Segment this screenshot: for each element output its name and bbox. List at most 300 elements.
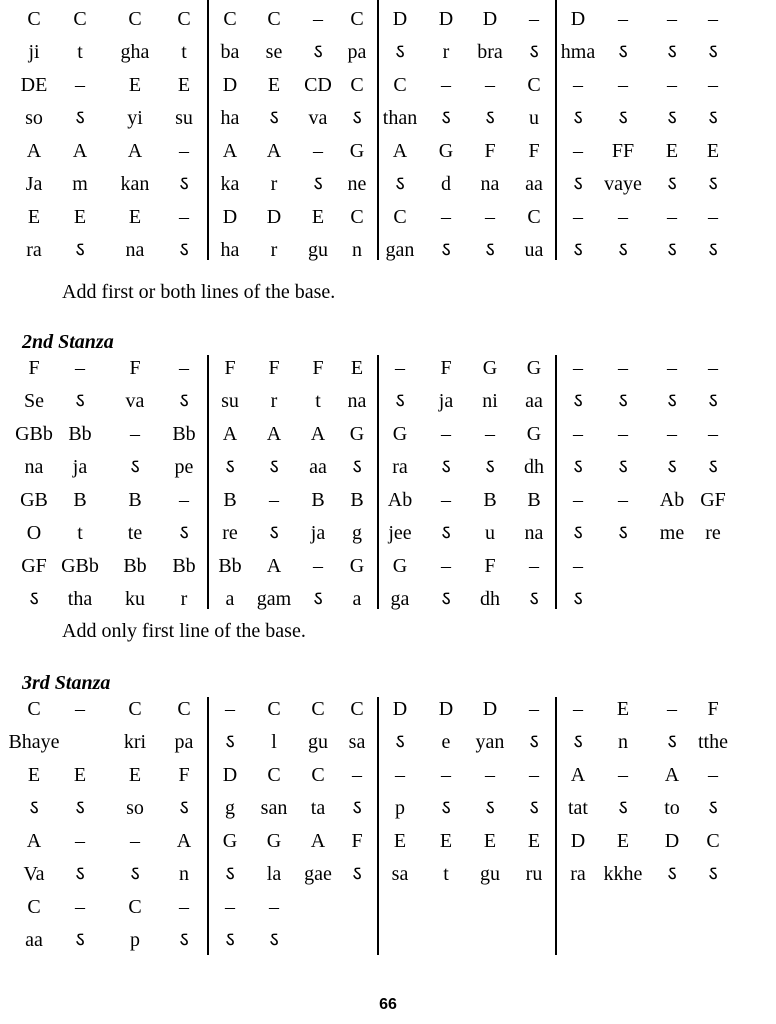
notation-cell: E: [527, 830, 541, 852]
notation-cell: ऽ: [618, 456, 628, 478]
section3-row: [0, 891, 776, 924]
notation-cell: D: [438, 698, 454, 720]
notation-cell: bra: [477, 41, 503, 63]
notation-cell: ha: [220, 107, 240, 129]
notation-cell: –: [75, 896, 85, 918]
notation-cell: [424, 924, 468, 957]
notation-cell: E: [706, 140, 720, 162]
notation-cell: ऽ: [573, 239, 583, 261]
notation-cell: ऽ: [441, 522, 451, 544]
section3-heading: 3rd Stanza: [22, 672, 111, 694]
notation-cell: gu: [308, 239, 328, 261]
section2-row: [0, 484, 776, 517]
notation-cell: kkhe: [603, 863, 643, 885]
notation-cell: e: [441, 731, 451, 753]
notation-cell: ऽ: [29, 588, 39, 610]
notation-cell: ra: [570, 863, 586, 885]
notation-cell: C: [527, 206, 541, 228]
notation-cell: na: [480, 173, 500, 195]
notation-cell: C: [311, 698, 325, 720]
notation-cell: C: [128, 896, 142, 918]
notation-cell: ऽ: [573, 390, 583, 412]
notation-cell: [512, 891, 556, 924]
notation-cell: [650, 583, 694, 616]
notation-cell: B: [311, 489, 325, 511]
notation-cell: Bb: [172, 555, 196, 577]
notation-cell: FF: [611, 140, 635, 162]
notation-cell: Va: [23, 863, 45, 885]
section3-row: [0, 693, 776, 726]
notation-cell: D: [222, 764, 238, 786]
notation-cell: hma: [560, 41, 596, 63]
notation-cell: ऽ: [708, 456, 718, 478]
section3-row: [0, 825, 776, 858]
notation-cell: ga: [390, 588, 410, 610]
notation-cell: C: [393, 206, 407, 228]
notation-cell: –: [225, 698, 235, 720]
notation-cell: than: [382, 107, 418, 129]
notation-cell: –: [529, 8, 539, 30]
notation-cell: –: [441, 74, 451, 96]
notation-cell: Bb: [218, 555, 242, 577]
notation-cell: E: [350, 357, 364, 379]
notation-cell: re: [705, 522, 721, 544]
section1-row: [0, 135, 776, 168]
notation-cell: C: [527, 74, 541, 96]
notation-cell: E: [616, 830, 630, 852]
notation-cell: ऽ: [225, 456, 235, 478]
notation-cell: Bb: [68, 423, 92, 445]
notation-cell: ja: [72, 456, 88, 478]
section3-row: [0, 759, 776, 792]
notation-cell: va: [308, 107, 328, 129]
notation-cell: C: [223, 8, 237, 30]
notation-cell: F: [268, 357, 280, 379]
notation-cell: [650, 550, 694, 583]
notation-cell: Bb: [123, 555, 147, 577]
notation-cell: su: [221, 390, 239, 412]
notation-cell: se: [265, 41, 283, 63]
notation-cell: A: [222, 140, 238, 162]
notation-cell: –: [618, 74, 628, 96]
notation-cell: ऽ: [573, 588, 583, 610]
notation-cell: ऽ: [529, 588, 539, 610]
notation-cell: [601, 550, 645, 583]
notation-cell: ba: [220, 41, 240, 63]
notation-cell: n: [352, 239, 362, 261]
notation-cell: B: [223, 489, 237, 511]
notation-cell: E: [616, 698, 630, 720]
notation-cell: gan: [385, 239, 415, 261]
notation-cell: B: [483, 489, 497, 511]
notation-cell: F: [224, 357, 236, 379]
notation-cell: G: [349, 140, 365, 162]
notation-cell: F: [28, 357, 40, 379]
notation-cell: –: [179, 357, 189, 379]
notation-cell: [691, 924, 735, 957]
notation-cell: n: [179, 863, 189, 885]
notation-cell: ऽ: [130, 863, 140, 885]
notation-cell: gu: [308, 731, 328, 753]
notation-cell: –: [75, 357, 85, 379]
notation-cell: C: [350, 8, 364, 30]
notation-cell: ऽ: [395, 173, 405, 195]
notation-cell: a: [352, 588, 362, 610]
notation-cell: ji: [28, 41, 40, 63]
notation-cell: ऽ: [352, 456, 362, 478]
notation-cell: F: [707, 698, 719, 720]
section2-row: [0, 550, 776, 583]
notation-cell: ऽ: [29, 797, 39, 819]
notation-cell: ऽ: [179, 173, 189, 195]
notation-cell: –: [441, 206, 451, 228]
notation-cell: –: [313, 8, 323, 30]
notation-cell: –: [485, 74, 495, 96]
notation-cell: –: [441, 764, 451, 786]
notation-cell: [58, 726, 102, 759]
notation-cell: A: [310, 423, 326, 445]
notation-cell: A: [392, 140, 408, 162]
notation-cell: a: [225, 588, 235, 610]
notation-cell: tat: [568, 797, 588, 819]
notation-cell: [650, 891, 694, 924]
notation-cell: d: [441, 173, 451, 195]
notation-cell: ऽ: [667, 173, 677, 195]
notation-cell: –: [529, 764, 539, 786]
notation-cell: –: [618, 8, 628, 30]
notation-cell: O: [26, 522, 42, 544]
notation-cell: –: [179, 896, 189, 918]
notation-cell: ऽ: [485, 107, 495, 129]
notation-cell: C: [27, 8, 41, 30]
notation-cell: ऽ: [485, 456, 495, 478]
notation-cell: ऽ: [269, 456, 279, 478]
notation-cell: CD: [304, 74, 332, 96]
notation-cell: ऽ: [352, 107, 362, 129]
notation-cell: ऽ: [352, 863, 362, 885]
section1-row: [0, 69, 776, 102]
notation-cell: F: [312, 357, 324, 379]
notation-cell: A: [266, 555, 282, 577]
notation-cell: –: [573, 206, 583, 228]
notation-cell: D: [570, 830, 586, 852]
notation-cell: ऽ: [529, 731, 539, 753]
notation-cell: –: [708, 74, 718, 96]
notation-cell: A: [222, 423, 238, 445]
notation-cell: D: [664, 830, 680, 852]
notation-cell: r: [270, 390, 278, 412]
notation-cell: C: [128, 8, 142, 30]
notation-cell: G: [266, 830, 282, 852]
notation-cell: r: [442, 41, 450, 63]
notation-cell: F: [129, 357, 141, 379]
notation-cell: ऽ: [441, 456, 451, 478]
notation-cell: p: [395, 797, 405, 819]
notation-cell: C: [73, 8, 87, 30]
notation-cell: g: [352, 522, 362, 544]
notation-cell: [424, 891, 468, 924]
notation-cell: kri: [123, 731, 147, 753]
notation-cell: G: [482, 357, 498, 379]
notation-cell: ऽ: [441, 588, 451, 610]
notation-cell: [468, 924, 512, 957]
notation-cell: ऽ: [75, 107, 85, 129]
notation-cell: C: [128, 698, 142, 720]
notation-cell: ku: [125, 588, 145, 610]
notation-cell: sa: [391, 863, 409, 885]
notation-cell: ja: [310, 522, 326, 544]
notation-cell: –: [179, 489, 189, 511]
notation-cell: ऽ: [485, 797, 495, 819]
notation-cell: F: [178, 764, 190, 786]
notation-cell: D: [438, 8, 454, 30]
notation-cell: –: [179, 140, 189, 162]
notation-cell: D: [222, 74, 238, 96]
notation-cell: C: [267, 764, 281, 786]
notation-cell: ऽ: [395, 731, 405, 753]
notation-cell: ऽ: [573, 107, 583, 129]
notation-cell: ऽ: [618, 41, 628, 63]
notation-cell: l: [271, 731, 277, 753]
notation-cell: [556, 924, 600, 957]
notation-cell: B: [73, 489, 87, 511]
notation-cell: pa: [174, 731, 194, 753]
section1-row: [0, 36, 776, 69]
notation-cell: ऽ: [313, 588, 323, 610]
notation-cell: [601, 583, 645, 616]
notation-cell: ऽ: [708, 797, 718, 819]
section3-row: [0, 924, 776, 957]
notation-cell: –: [667, 423, 677, 445]
notation-cell: gu: [480, 863, 500, 885]
notation-cell: C: [706, 830, 720, 852]
notation-cell: ऽ: [708, 107, 718, 129]
notation-cell: u: [529, 107, 539, 129]
notation-cell: ऽ: [708, 863, 718, 885]
notation-cell: –: [618, 423, 628, 445]
notation-cell: E: [177, 74, 191, 96]
notation-cell: [691, 550, 735, 583]
notation-cell: –: [75, 698, 85, 720]
notation-cell: ऽ: [225, 863, 235, 885]
notation-cell: ऽ: [667, 239, 677, 261]
notation-cell: [296, 924, 340, 957]
notation-cell: ऽ: [179, 797, 189, 819]
notation-cell: GF: [700, 489, 726, 511]
notation-cell: re: [222, 522, 238, 544]
notation-cell: –: [441, 489, 451, 511]
notation-cell: r: [270, 173, 278, 195]
notation-cell: E: [128, 74, 142, 96]
notation-cell: te: [127, 522, 143, 544]
notation-cell: A: [266, 140, 282, 162]
notation-cell: C: [177, 698, 191, 720]
notation-cell: ra: [26, 239, 42, 261]
notation-cell: tthe: [698, 731, 728, 753]
notation-cell: m: [72, 173, 88, 195]
notation-cell: –: [485, 423, 495, 445]
notation-cell: –: [708, 206, 718, 228]
notation-cell: [691, 891, 735, 924]
notation-cell: –: [708, 423, 718, 445]
notation-cell: r: [180, 588, 188, 610]
notation-cell: –: [573, 698, 583, 720]
notation-cell: ऽ: [179, 239, 189, 261]
notation-cell: ऽ: [708, 390, 718, 412]
section3-row: [0, 792, 776, 825]
notation-cell: kan: [120, 173, 150, 195]
notation-cell: [512, 924, 556, 957]
section2-heading: 2nd Stanza: [22, 331, 114, 353]
notation-cell: t: [77, 41, 83, 63]
section2-row: [0, 583, 776, 616]
notation-cell: ऽ: [225, 929, 235, 951]
notation-cell: –: [708, 8, 718, 30]
notation-cell: ऽ: [441, 797, 451, 819]
notation-cell: GB: [20, 489, 48, 511]
notation-cell: –: [485, 764, 495, 786]
notation-cell: ऽ: [618, 239, 628, 261]
notation-cell: E: [483, 830, 497, 852]
notation-cell: C: [267, 698, 281, 720]
notation-cell: ऽ: [667, 107, 677, 129]
notation-cell: D: [222, 206, 238, 228]
notation-cell: E: [73, 206, 87, 228]
section2-row: [0, 418, 776, 451]
notation-cell: na: [24, 456, 44, 478]
notation-cell: –: [395, 764, 405, 786]
notation-cell: ta: [310, 797, 326, 819]
notation-cell: G: [349, 555, 365, 577]
notation-cell: aa: [25, 929, 43, 951]
notation-cell: [691, 583, 735, 616]
notation-cell: G: [438, 140, 454, 162]
notation-cell: –: [130, 423, 140, 445]
section3-row: [0, 858, 776, 891]
notation-cell: ऽ: [573, 173, 583, 195]
notation-cell: ja: [438, 390, 454, 412]
notation-cell: G: [526, 423, 542, 445]
notation-cell: me: [659, 522, 685, 544]
notation-cell: ua: [524, 239, 544, 261]
notation-cell: –: [618, 489, 628, 511]
notation-cell: GBb: [15, 423, 53, 445]
notation-cell: gae: [304, 863, 332, 885]
notation-cell: ऽ: [708, 173, 718, 195]
notation-cell: C: [267, 8, 281, 30]
notation-cell: ऽ: [667, 863, 677, 885]
notation-cell: [556, 891, 600, 924]
notation-cell: so: [126, 797, 144, 819]
notation-cell: –: [395, 357, 405, 379]
notation-cell: ऽ: [618, 797, 628, 819]
notation-cell: C: [350, 74, 364, 96]
notation-cell: –: [708, 357, 718, 379]
notation-cell: jee: [388, 522, 412, 544]
notation-cell: ऽ: [618, 390, 628, 412]
notation-cell: ऽ: [395, 41, 405, 63]
notation-cell: GBb: [61, 555, 99, 577]
notation-cell: ऽ: [667, 390, 677, 412]
notation-cell: gha: [120, 41, 150, 63]
notation-cell: C: [350, 206, 364, 228]
notation-cell: ऽ: [269, 929, 279, 951]
section2-row: [0, 385, 776, 418]
notation-cell: Ab: [659, 489, 685, 511]
notation-cell: ru: [525, 863, 543, 885]
notation-cell: –: [313, 140, 323, 162]
notation-cell: B: [527, 489, 541, 511]
notation-cell: [650, 924, 694, 957]
notation-cell: ऽ: [130, 456, 140, 478]
notation-cell: –: [529, 555, 539, 577]
notation-cell: G: [392, 555, 408, 577]
notation-cell: so: [25, 107, 43, 129]
notation-cell: B: [128, 489, 142, 511]
notation-cell: sa: [348, 731, 366, 753]
notation-cell: E: [128, 206, 142, 228]
notation-cell: ऽ: [179, 522, 189, 544]
notation-cell: –: [179, 206, 189, 228]
notation-cell: ऽ: [573, 522, 583, 544]
notation-cell: F: [440, 357, 452, 379]
notation-cell: F: [528, 140, 540, 162]
notation-cell: A: [127, 140, 143, 162]
notation-cell: yi: [127, 107, 143, 129]
notation-cell: D: [482, 698, 498, 720]
section1-row: [0, 168, 776, 201]
notation-cell: Bb: [172, 423, 196, 445]
notation-cell: aa: [309, 456, 327, 478]
notation-cell: [378, 891, 422, 924]
notation-cell: u: [485, 522, 495, 544]
notation-cell: yan: [475, 731, 505, 753]
notation-cell: D: [482, 8, 498, 30]
notation-cell: [601, 924, 645, 957]
notation-cell: Ja: [25, 173, 43, 195]
notation-cell: ऽ: [667, 731, 677, 753]
notation-cell: dh: [480, 588, 500, 610]
notation-cell: G: [349, 423, 365, 445]
notation-cell: –: [269, 489, 279, 511]
notation-cell: ऽ: [75, 390, 85, 412]
notation-cell: su: [175, 107, 193, 129]
notation-cell: ni: [482, 390, 498, 412]
section1-note: Add first or both lines of the base.: [62, 281, 336, 303]
notation-cell: ऽ: [225, 731, 235, 753]
notation-cell: [378, 924, 422, 957]
notation-cell: E: [665, 140, 679, 162]
notation-cell: na: [125, 239, 145, 261]
notation-cell: ऽ: [75, 797, 85, 819]
notation-cell: vaye: [604, 173, 642, 195]
notation-cell: C: [393, 74, 407, 96]
section2-row: [0, 352, 776, 385]
notation-cell: E: [393, 830, 407, 852]
notation-cell: E: [128, 764, 142, 786]
notation-cell: G: [392, 423, 408, 445]
notation-cell: ऽ: [75, 863, 85, 885]
notation-cell: F: [351, 830, 363, 852]
notation-cell: –: [225, 896, 235, 918]
notation-cell: gam: [256, 588, 292, 610]
notation-cell: –: [667, 206, 677, 228]
notation-cell: ऽ: [618, 107, 628, 129]
notation-cell: –: [485, 206, 495, 228]
notation-cell: –: [130, 830, 140, 852]
notation-cell: E: [311, 206, 325, 228]
notation-cell: tha: [67, 588, 93, 610]
